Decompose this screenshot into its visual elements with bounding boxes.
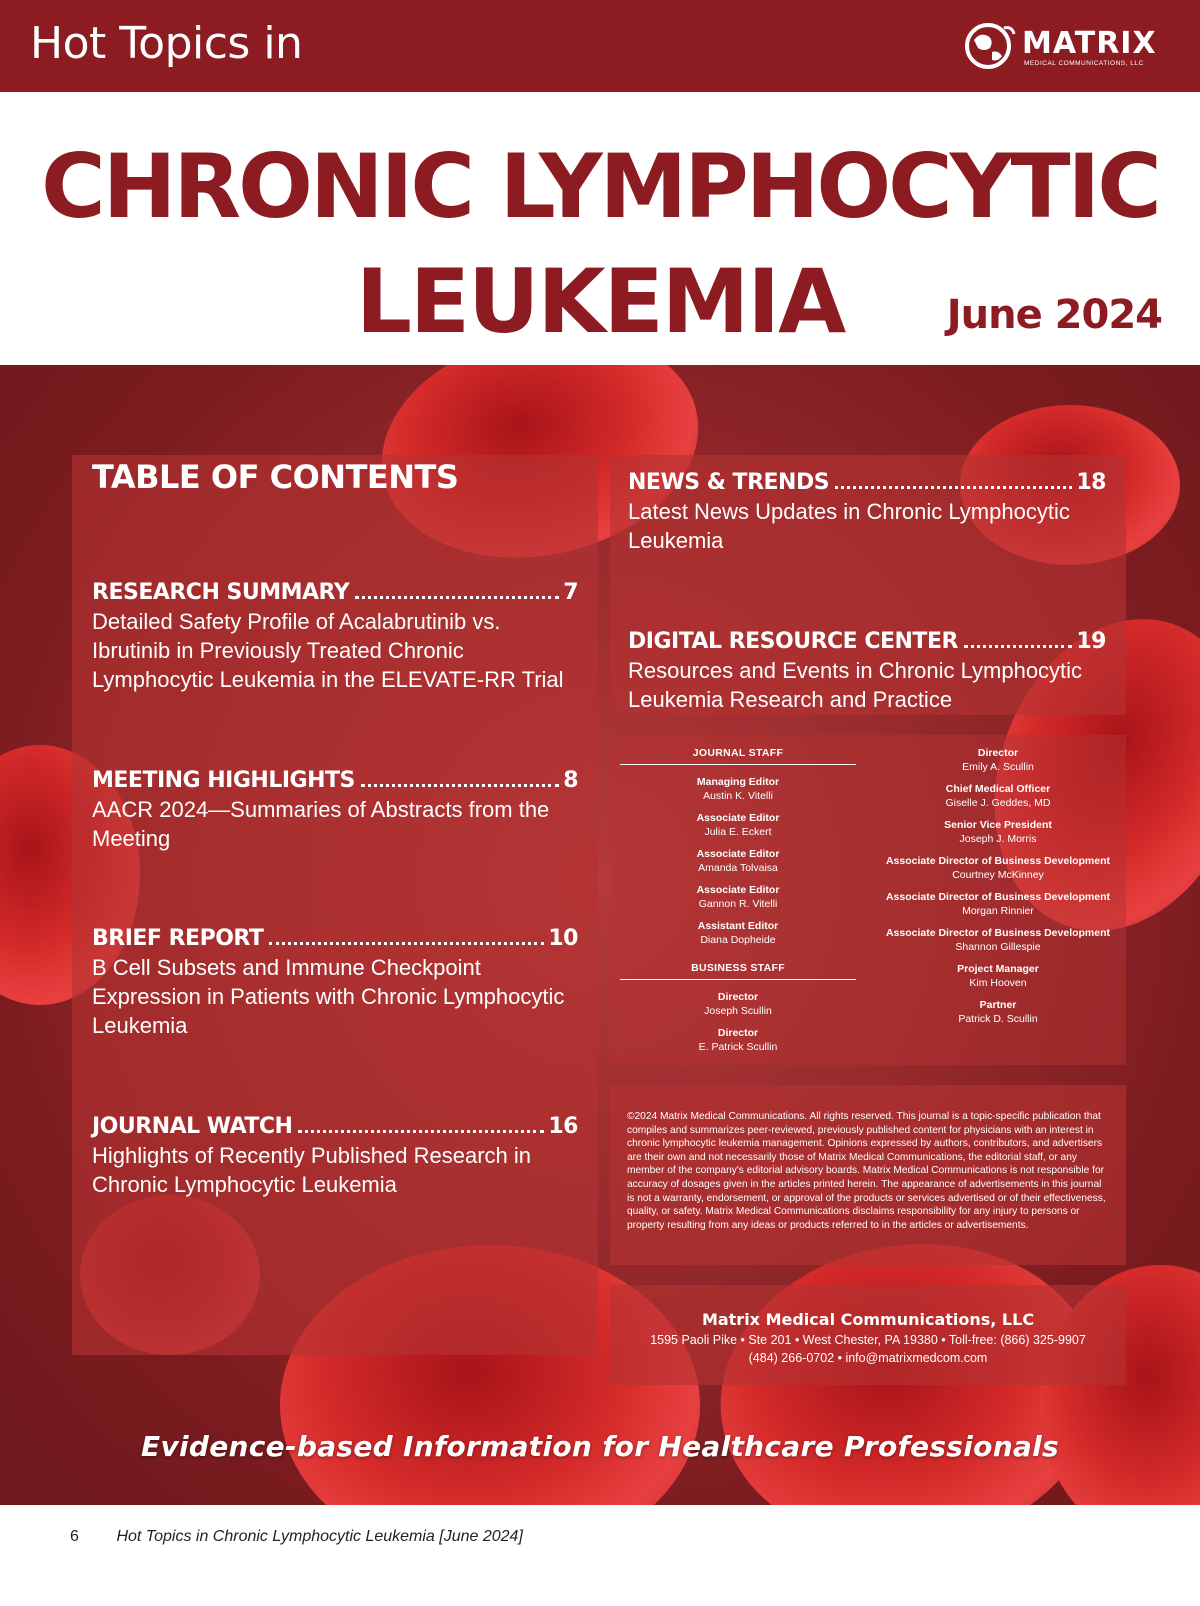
staff-name: Austin K. Vitelli (703, 790, 773, 802)
staff-name: Julia E. Eckert (704, 826, 772, 838)
staff-role: Project Manager (957, 963, 1039, 975)
staff-role: Associate Editor (696, 884, 780, 896)
toc-page: 16 (548, 1114, 578, 1139)
toc-section: BRIEF REPORT (92, 926, 264, 951)
business-staff-heading: BUSINESS STAFF (620, 961, 856, 980)
staff-name: Morgan Rinnier (962, 905, 1034, 917)
toc-section: NEWS & TRENDS (628, 470, 830, 495)
staff-role: Director (717, 991, 759, 1003)
staff-role: Senior Vice President (944, 819, 1052, 831)
staff-name: Joseph J. Morris (959, 833, 1037, 845)
toc-entry-digital-resource-center[interactable] (628, 629, 1106, 714)
page-title-line2: LEUKEMIA (355, 250, 845, 353)
toc-section: RESEARCH SUMMARY (92, 580, 350, 605)
leader-dots (835, 486, 1072, 489)
staff-role: Partner (979, 999, 1017, 1011)
publisher-name: Matrix Medical Communications, LLC (701, 1310, 1035, 1329)
tagline: Evidence-based Information for Healthcare Professionals (141, 1430, 1059, 1463)
toc-entry-journal-watch[interactable] (92, 1114, 578, 1199)
staff-name: Kim Hooven (969, 977, 1027, 989)
staff-role: Chief Medical Officer (945, 783, 1051, 795)
staff-role: Associate Editor (696, 812, 780, 824)
staff-name: Joseph Scullin (704, 1005, 772, 1017)
toc-page: 10 (548, 926, 578, 951)
staff-name: Patrick D. Scullin (958, 1013, 1038, 1025)
page-title-line1: CHRONIC LYMPHOCYTIC (41, 135, 1159, 238)
staff-role: Director (977, 747, 1019, 759)
toc-section: JOURNAL WATCH (92, 1114, 293, 1139)
leader-dots (298, 1130, 544, 1133)
series-title: Hot Topics in (30, 18, 303, 69)
matrix-logo (964, 22, 1164, 72)
globe-icon (964, 22, 1016, 70)
toc-entry-research-summary[interactable] (92, 580, 578, 694)
staff-name: Amanda Tolvaisa (698, 862, 778, 874)
publisher-phone-email[interactable]: (484) 266-0702 • info@matrixmedcom.com (748, 1351, 988, 1365)
issue-date: June 2024 (946, 292, 1162, 338)
copyright-disclaimer: ©2024 Matrix Medical Communications. All rights reserved. This journal is a topic-specific publication that compiles and summarizes peer-reviewed, previously published content for physicians with an interest in chronic lymphocytic leukemia management. Opinions expressed by authors, contributors, and advertisers are their own and not necessarily those of Matrix Medical Communications, the editorial staff, or any member of the company's editorial advisory boards. Matrix Medical Communications is not responsible for accuracy of dosages given in the articles printed herein. The appearance of advertisements in this journal is not a warranty, endorsement, or approval of the products or services advertised or of their effectiveness, quality, or safety. Matrix Medical Communications disclaims responsibility for any injury to persons or property resulting from any ideas or products referred to in the articles or advertisements. (627, 1111, 1106, 1231)
leader-dots (964, 645, 1072, 648)
publisher-contact (610, 1310, 1126, 1365)
toc-entry-news-trends[interactable] (628, 470, 1106, 555)
toc-page: 7 (563, 580, 578, 605)
toc-entry-brief-report[interactable] (92, 926, 578, 1040)
staff-role: Managing Editor (696, 776, 780, 788)
publisher-address: 1595 Paoli Pike • Ste 201 • West Chester, PA 19380 • Toll-free: (866) 325-9907 (650, 1333, 1086, 1347)
staff-role: Director (717, 1027, 759, 1039)
toc-description: Latest News Updates in Chronic Lymphocytic Leukemia (628, 499, 1070, 553)
page-footer (70, 1528, 523, 1546)
staff-role: Associate Director of Business Development (885, 891, 1111, 903)
page-number: 6 (70, 1528, 79, 1545)
staff-role: Assistant Editor (697, 920, 779, 932)
leader-dots (355, 596, 559, 599)
toc-page: 8 (563, 768, 578, 793)
staff-name: Emily A. Scullin (962, 761, 1034, 773)
leader-dots (269, 942, 544, 945)
running-footer-title: Hot Topics in Chronic Lymphocytic Leukemia [June 2024] (116, 1528, 523, 1545)
leadership-staff-column (880, 746, 1116, 1034)
logo-subtitle: MEDICAL COMMUNICATIONS, LLC (1024, 60, 1144, 67)
staff-role: Associate Director of Business Development (885, 927, 1111, 939)
toc-entry-meeting-highlights[interactable] (92, 768, 578, 853)
staff-name: Giselle J. Geddes, MD (945, 797, 1051, 809)
staff-role: Associate Director of Business Development (885, 855, 1111, 867)
toc-section: DIGITAL RESOURCE CENTER (628, 629, 958, 654)
toc-page: 19 (1076, 629, 1106, 654)
toc-description: AACR 2024—Summaries of Abstracts from the Meeting (92, 797, 550, 851)
staff-role: Associate Editor (696, 848, 780, 860)
staff-name: Gannon R. Vitelli (698, 898, 778, 910)
toc-section: MEETING HIGHLIGHTS (92, 768, 355, 793)
toc-heading: TABLE OF CONTENTS (92, 458, 459, 496)
leader-dots (361, 784, 559, 787)
toc-description: Detailed Safety Profile of Acalabrutinib vs. Ibrutinib in Previously Treated Chronic Lymphocytic Leukemia in the ELEVATE-RR Trial (92, 609, 564, 692)
staff-name: E. Patrick Scullin (698, 1041, 778, 1053)
journal-staff-heading: JOURNAL STAFF (620, 746, 856, 765)
staff-name: Courtney McKinney (952, 869, 1044, 881)
toc-page: 18 (1076, 470, 1106, 495)
toc-description: Highlights of Recently Published Research in Chronic Lymphocytic Leukemia (92, 1143, 532, 1197)
toc-description: B Cell Subsets and Immune Checkpoint Expression in Patients with Chronic Lymphocytic Leukemia (92, 955, 565, 1038)
toc-description: Resources and Events in Chronic Lymphocytic Leukemia Research and Practice (628, 658, 1083, 712)
staff-name: Diana Dopheide (700, 934, 776, 946)
header-bar (0, 0, 1200, 92)
journal-staff-column (620, 746, 856, 1062)
logo-wordmark: MATRIX (1022, 26, 1157, 61)
staff-name: Shannon Gillespie (955, 941, 1041, 953)
